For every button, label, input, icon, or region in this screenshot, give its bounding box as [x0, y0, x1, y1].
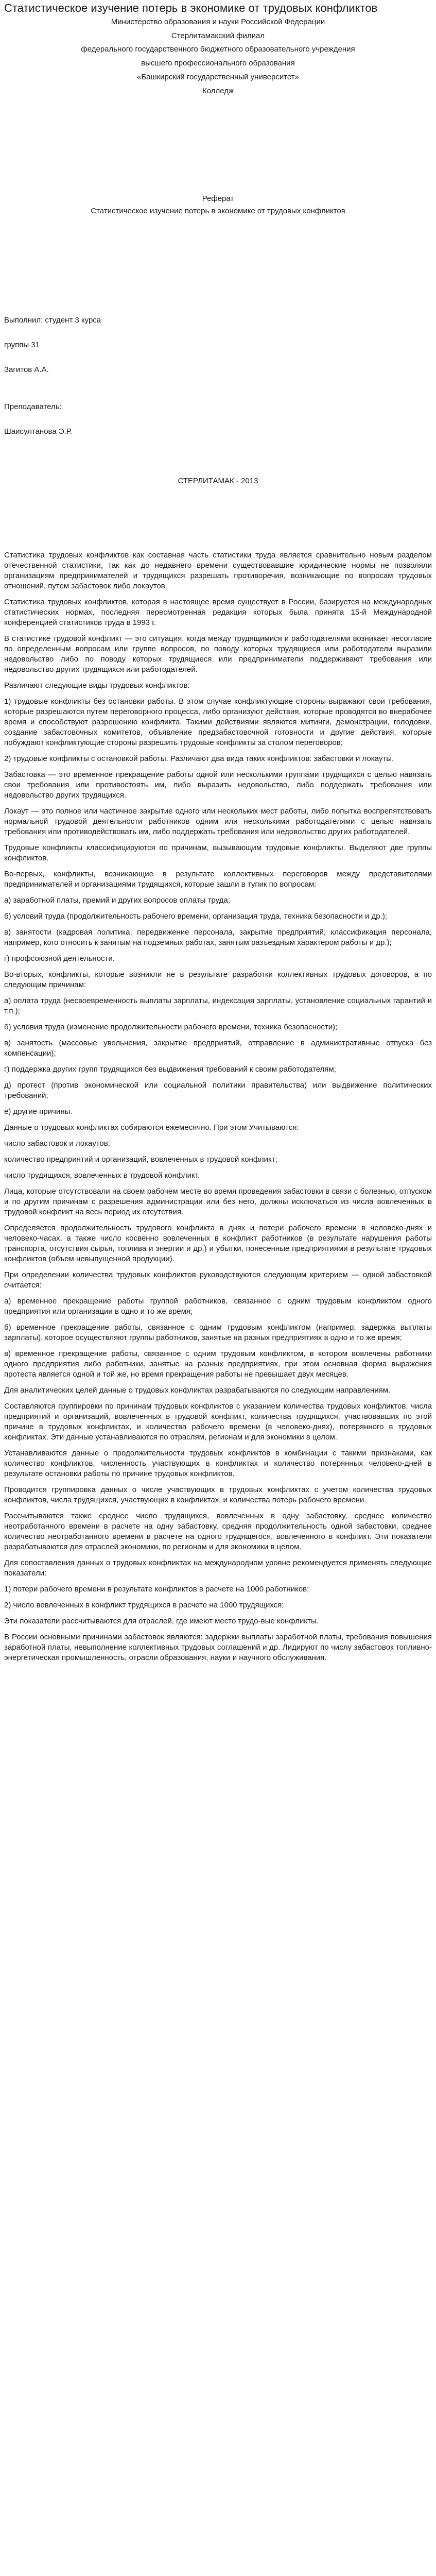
body-paragraph: 1) трудовые конфликты без остановки работы. В этом случае конфликтующие стороны выражают свои требования, которые разрешаются путем переговорного процесса, либо организуют действия, которые проводятся во внерабочее время и способствуют разрешению конфликта. Такими действиями являются митинги, демонстрации, голодовки, создание забастовочных комитетов, объявление предзабастовочной готовности и другие действия, которые побуждают конфликтующие стороны разрешить трудовые конфликты за столом переговоров;	[4, 697, 432, 748]
body-paragraph: Трудовые конфликты классифицируются по причинам, вызывающим трудовые конфликты. Выделяют две группы конфликтов.	[4, 843, 432, 863]
spacer	[4, 98, 432, 193]
body-paragraph: в) занятости (кадровая политика, передвижение персонала, закрытие предприятий, классификация персонала, например, кого относить к занятым на подземных работах, занятым разъездным характером работы и др.);	[4, 928, 432, 947]
body-paragraph: Во-вторых, конфликты, которые возникли не в результате разработки коллективных трудовых договоров, а по следующим причинам:	[4, 970, 432, 990]
body-paragraph: а) заработной платы, премий и других вопросов оплаты труда;	[4, 896, 230, 905]
body-paragraph: а) оплата труда (несвоевременность выплаты зарплаты, индексация зарплаты, установление социальных гарантий и т.п.);	[4, 996, 432, 1016]
document-body	[4, 550, 432, 1663]
body-paragraph: Различают следующие виды трудовых конфликтов:	[4, 681, 190, 690]
education-level-line: высшего профессионального образования	[141, 59, 295, 68]
body-paragraph: Эти показатели рассчитываются для отраслей, где имеют место трудо-вые конфликты.	[4, 1617, 319, 1626]
body-paragraph: Устанавливаются данные о продолжительности трудовых конфликтов в комбинации с такими признаками, как количество конфликтов, численность участвующих в конфликтах и количество потерянных человеко-дней в результате остановки работы по причине трудовых конфликтов.	[4, 1449, 432, 1479]
body-paragraph: Для сопоставления данных о трудовых конфликтах на международном уровне рекомендуется применять следующие показатели:	[4, 1558, 432, 1578]
city-year: СТЕРЛИТАМАК - 2013	[178, 477, 258, 486]
spacer	[4, 487, 432, 550]
body-paragraph: Забастовка — это временное прекращение работы одной или несколькими группами трудящихся с целью навязать свои требования или противостоять им, либо выразить недовольство, либо поддержать требования или недовольство других трудящихся.	[4, 770, 432, 800]
spacer	[4, 438, 432, 475]
body-paragraph: Для аналитических целей данные о трудовых конфликтах разрабатываются по следующим направлениям.	[4, 1386, 391, 1395]
body-paragraph: б) временное прекращение работы, связанное с одним трудовым конфликтом (например, задержка выплаты зарплаты), которое осуществляют группы работников, занятые на разных предприятиях в одно и то же время;	[4, 1323, 432, 1343]
body-paragraph: а) временное прекращение работы группой работников, связанное с одним трудовым конфликтом одного предприятия или организации в одно и то же время;	[4, 1297, 432, 1316]
body-paragraph: Составляются группировки по причинам трудовых конфликтов с указанием количества трудовых конфликтов, числа предприятий и организаций, вовлеченных в трудовой конфликт, количества трудящихся, участвовавших по этой причине в трудовых конфликтах, и количества рабочего времени (в человеко-днях), потерянного в трудовых конфликтах. Эти данные устанавливаются по отраслям, регионам и для экономики в целом.	[4, 1402, 432, 1442]
body-paragraph: 2) число вовлеченных в конфликт трудящихся в расчете на 1000 трудящихся;	[4, 1601, 284, 1610]
body-paragraph: в) занятость (массовые увольнения, закрытие предприятий, отправление в административные отпуска без компенсации);	[4, 1039, 432, 1058]
body-paragraph: Во-первых, конфликты, возникающие в результате коллективных переговоров между представителями предпринимателей и организациями трудящихся, которые зашли в тупик по вопросам:	[4, 870, 432, 889]
body-paragraph: в) временное прекращение работы, связанное с одним трудовым конфликтом, в котором вовлечены работники одного предприятия либо работники, занятые на разных предприятиях, при этом основная форма выражения протеста является одной и той же, но время прекращения работы не превышает двух месяцев.	[4, 1349, 432, 1379]
author-block	[4, 314, 432, 438]
body-paragraph: В России основными причинами забастовок являются: задержки выплаты заработной платы, требования повышения заработной платы, невыполнение коллективных трудовых соглашений и др. Лидируют по числу забастовок топливно-энергетическая промышленность, отрасли образования, науки и научного обслуживания.	[4, 1633, 432, 1663]
institution-type-line: федерального государственного бюджетного образовательного учреждения	[81, 45, 355, 54]
branch-line: Стерлитамакский филиал	[171, 31, 265, 40]
referat-label: Реферат	[202, 194, 234, 204]
college-line: Колледж	[202, 86, 234, 95]
performer-line: Выполнил: студент 3 курса	[4, 316, 101, 325]
body-paragraph: Определяется продолжительность трудового конфликта в днях и потери рабочего времени в человеко-днях и человеко-часах, а также число косвенно вовлеченных в конфликт работников (в результате нарушения работы транспорта, отсутствия сырья, топлива и энергии и др.) и убытки, понесенные предприятиями в результате трудовых конфликтов (объем невыпущенной продукции).	[4, 1224, 432, 1264]
spacer	[4, 217, 432, 314]
body-paragraph: е) другие причины.	[4, 1107, 73, 1116]
group-line: группы 31	[4, 341, 40, 350]
body-paragraph: д) протест (против экономической или социальной политики правительства) или выдвижение политических требований;	[4, 1081, 432, 1100]
document-title: Статистическое изучение потерь в экономике от трудовых конфликтов	[4, 2, 378, 14]
body-paragraph: количество предприятий и организаций, вовлеченных в трудовой конфликт;	[4, 1155, 277, 1164]
body-paragraph: При определении количества трудовых конфликтов руководствуются следующим критерием — одной забастовкой считается:	[4, 1270, 432, 1290]
student-name: Загитов А.А.	[4, 365, 49, 375]
ministry-line: Министерство образования и науки Российской Федерации	[111, 18, 325, 26]
teacher-label: Преподаватель:	[4, 402, 62, 412]
body-paragraph: 1) потери рабочего времени в результате конфликтов в расчете на 1000 работников;	[4, 1585, 309, 1594]
body-paragraph: Статистика трудовых конфликтов, которая в настоящее время существует в России, базируется на международных статистических нормах, последняя пересмотренная редакция которых была принята 15-й Международной конференцией статистиков труда в 1993 г.	[4, 598, 432, 628]
body-paragraph: б) условия труда (изменение продолжительности рабочего времени, техника безопасности);	[4, 1023, 338, 1032]
university-name-line: «Башкирский государственный университет»	[137, 72, 299, 81]
body-paragraph: Лица, которые отсутствовали на своем рабочем месте во время проведения забастовки в связи с болезнью, отпуском и по другим причинам с разрешения администрации или без него, должны исключаться из числа вовлеченных в трудовой конфликт на весь период их отсутствия.	[4, 1187, 432, 1217]
body-paragraph: В статистике трудовой конфликт — это ситуация, когда между трудящимися и работодателями возникает несогласие по определенным вопросам или группе вопросов, по поводу которых трудящиеся или работодатели выразили недовольство либо по поводу которых трудящиеся или предприниматели поддерживают требования или недовольство других трудящихся или работодателей.	[4, 634, 432, 674]
body-paragraph: Статистика трудовых конфликтов как составная часть статистики труда является сравнительно новым разделом отечественной статистики, так как до недавнего времени существовавшие юридические нормы не позволяли организациям предпринимателей и трудящихся разрешать противоречия, возникающие по вопросам трудовых отношений, путем забастовок либо локаутов.	[4, 551, 432, 591]
body-paragraph: Проводится группировка данных о числе участвующих в трудовых конфликтах с учетом количества трудовых конфликтов, числа трудящихся, участвующих в конфликтах, и количества потерь рабочего времени.	[4, 1485, 432, 1505]
teacher-name: Шаисултанова Э.Р.	[4, 427, 73, 436]
body-paragraph: Локаут — это полное или частичное закрытие одного или нескольких мест работы, либо попытка воспрепятствовать нормальной трудовой деятельности работников одним или несколькими работодателями с целью навязать требования или противодействовать им, либо поддержать требования или недовольство других работодателей.	[4, 807, 432, 837]
body-paragraph: 2) трудовые конфликты с остановкой работы. Различают два вида таких конфликтов: забастовки и локауты.	[4, 754, 394, 764]
body-paragraph: Данные о трудовых конфликтах собираются ежемесячно. При этом Учитываются:	[4, 1123, 299, 1132]
body-paragraph: г) поддержка других групп трудящихся без выдвижения требований к своим работодателям;	[4, 1065, 336, 1074]
title-page-header	[4, 15, 432, 98]
body-paragraph: Рассчитываются также среднее число трудящихся, вовлеченных в одну забастовку, среднее количество неотработанного времени в расчете на одну забастовку, средняя продолжительность одной забастовки, среднее количество неотработанного времени в расчете на одного трудящегося, вовлеченного в конфликт. Эти показатели разрабатываются для отраслей экономики, по регионам и для экономики в целом.	[4, 1512, 432, 1552]
body-paragraph: б) условий труда (продолжительность рабочего времени, организация труда, техника безопасности и др.);	[4, 912, 387, 921]
body-paragraph: число трудящихся, вовлеченных в трудовой конфликт.	[4, 1171, 200, 1180]
body-paragraph: число забастовок и локаутов;	[4, 1139, 110, 1148]
body-paragraph: г) профсоюзной деятельности.	[4, 954, 115, 963]
referat-topic: Статистическое изучение потерь в экономике от трудовых конфликтов	[91, 207, 345, 216]
